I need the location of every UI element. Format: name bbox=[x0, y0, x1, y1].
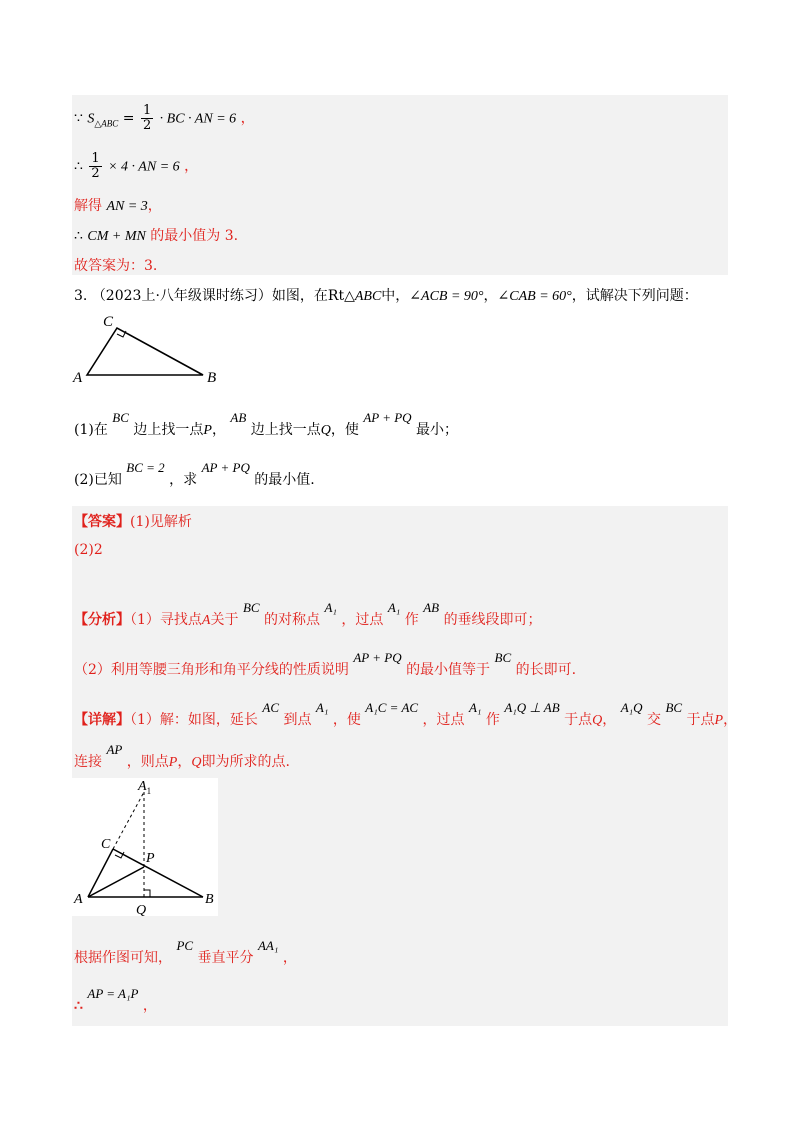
triangle-abc bbox=[87, 328, 203, 375]
construction-figure bbox=[72, 778, 218, 916]
label-c: C bbox=[103, 314, 114, 330]
segment-cb bbox=[113, 849, 203, 897]
detail-line-4: ∴ AP = A₁P ， bbox=[74, 986, 157, 1014]
label-p: P bbox=[146, 851, 155, 866]
solution-line-3: 解得 AN = 3， bbox=[74, 198, 162, 214]
detail-line-2: 连接 AP ，则点P，Q即为所求的点. bbox=[74, 742, 290, 770]
answer-line-1: 【答案】(1)见解析 bbox=[74, 514, 192, 530]
fraction-half: $\frac{1}{2}$ bbox=[142, 103, 152, 133]
solution-line-2: ∴ $\frac{1}{2}$ × 4 · AN = 6 ， bbox=[74, 151, 199, 181]
triangle-figure bbox=[70, 312, 230, 386]
right-angle-mark-q bbox=[144, 890, 150, 897]
label-b: B bbox=[207, 370, 217, 386]
label-b: B bbox=[205, 892, 214, 907]
analysis-line-1: 【分析】（1）寻找点A关于 BC 的对称点 A₁ ，过点 A₁ 作 AB 的垂线段即可； bbox=[74, 600, 542, 628]
segment-ca1-dashed bbox=[113, 792, 144, 849]
fraction-half: $\frac{1}{2}$ bbox=[91, 151, 100, 181]
solution-line-5: 故答案为：3. bbox=[74, 258, 158, 274]
question-1: (1)在 BC 边上找一点P， AB 边上找一点Q，使 AP + PQ 最小； bbox=[74, 410, 459, 438]
question-2: (2)已知 BC = 2 ，求 AP + PQ 的最小值. bbox=[74, 460, 315, 488]
detail-line-1: 【详解】（1）解：如图，延长 AC 到点 A₁ ，使 A₁C = AC ，过点 A₁ 作 A₁Q ⊥ AB 于点Q， A₁Q 交 BC 于点P， bbox=[74, 700, 738, 728]
problem-statement: 3. （2023上·八年级课时练习）如图，在Rt△ABC中，∠ACB = 90°，∠CAB = 60°，试解决下列问题： bbox=[74, 288, 698, 304]
label-q: Q bbox=[136, 903, 147, 916]
answer-line-2: (2)2 bbox=[74, 542, 103, 558]
label-a: A bbox=[74, 892, 83, 907]
detail-line-3: 根据作图可知， PC 垂直平分 AA₁ ， bbox=[74, 938, 297, 966]
solution-line-1: ∵ $S_{\triangle ABC}$ = $\frac{1}{2}$ · BC · AN = 6 ， bbox=[74, 103, 255, 133]
label-a1: $A_1$ bbox=[138, 779, 152, 796]
label-a: A bbox=[73, 370, 83, 386]
solution-line-4: ∴ CM + MN 的最小值为 3. bbox=[74, 228, 239, 244]
analysis-line-2: （2）利用等腰三角形和角平分线的性质说明 AP + PQ 的最小值等于 BC 的长即可. bbox=[74, 650, 577, 678]
label-c: C bbox=[101, 837, 111, 852]
